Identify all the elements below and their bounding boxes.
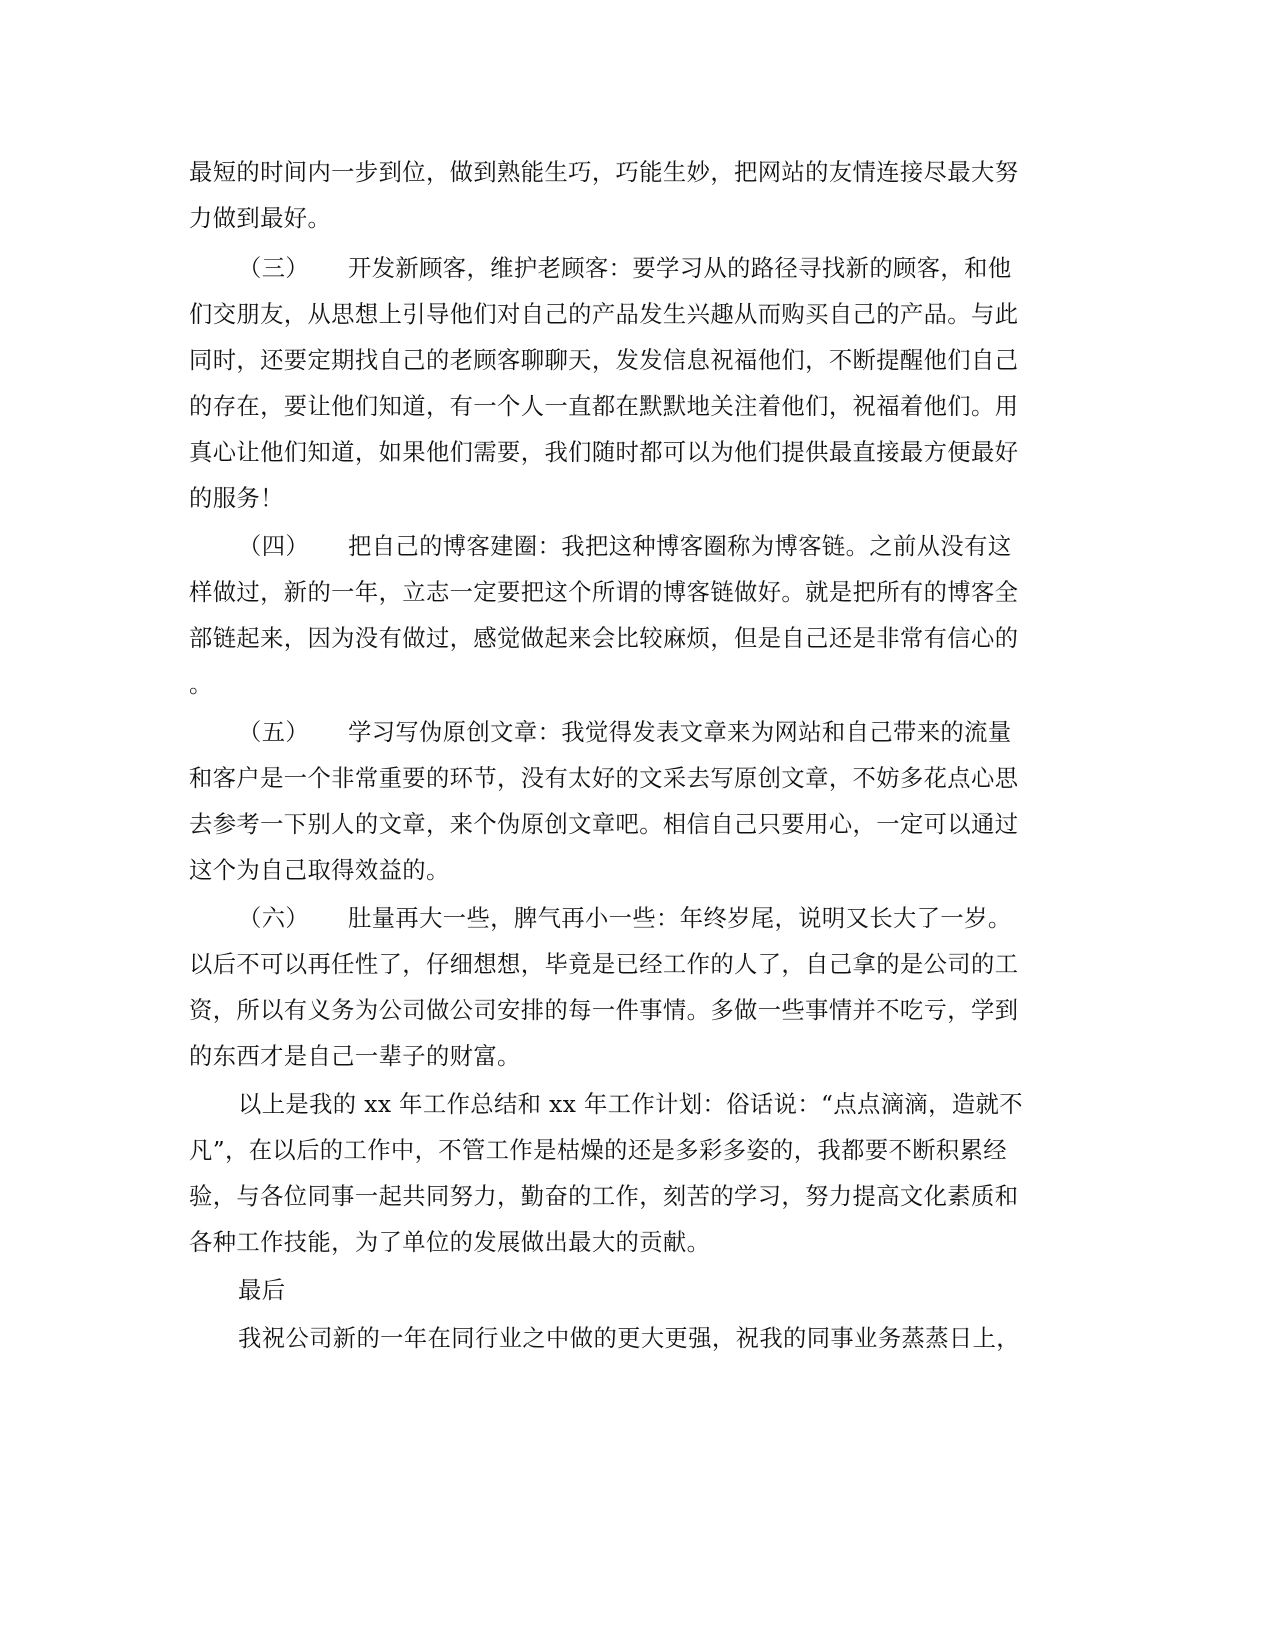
text-line: 资，所以有义务为公司做公司安排的每一件事情。多做一些事情并不吃亏，学到 bbox=[189, 997, 1019, 1024]
text-line: 力做到最好。 bbox=[189, 205, 332, 232]
section-text: 把自己的博客建圈：我把这种博客圈称为博客链。之前从没有这 bbox=[348, 533, 1012, 560]
text-line: 凡”，在以后的工作中，不管工作是枯燥的还是多彩多姿的，我都要不断积累经 bbox=[189, 1137, 1008, 1164]
text-line: 们交朋友，从思想上引导他们对自己的产品发生兴趣从而购买自己的产品。与此 bbox=[189, 301, 1019, 328]
text-line: 最后 bbox=[238, 1277, 286, 1304]
section-text: 肚量再大一些，脾气再小一些：年终岁尾，说明又长大了一岁。 bbox=[348, 905, 1012, 932]
text-line: 的东西才是自己一辈子的财富。 bbox=[189, 1043, 521, 1070]
text-line: 各种工作技能，为了单位的发展做出最大的贡献。 bbox=[189, 1229, 711, 1256]
section-heading-3: （三） 开发新顾客，维护老顾客：要学习从的路径寻找新的顾客，和他 bbox=[238, 255, 1012, 282]
text-line: 的服务！ bbox=[189, 485, 284, 512]
section-heading-5: （五） 学习写伪原创文章：我觉得发表文章来为网站和自己带来的流量 bbox=[238, 719, 1012, 746]
section-text: 开发新顾客，维护老顾客：要学习从的路径寻找新的顾客，和他 bbox=[348, 255, 1012, 282]
text-line: 真心让他们知道，如果他们需要，我们随时都可以为他们提供最直接最方便最好 bbox=[189, 439, 1019, 466]
text-line: 这个为自己取得效益的。 bbox=[189, 857, 450, 884]
text-line: 部链起来，因为没有做过，感觉做起来会比较麻烦，但是自己还是非常有信心的 bbox=[189, 625, 1019, 652]
text-line: 我祝公司新的一年在同行业之中做的更大更强，祝我的同事业务蒸蒸日上， bbox=[238, 1325, 1020, 1352]
text-line: 去参考一下别人的文章，来个伪原创文章吧。相信自己只要用心，一定可以通过 bbox=[189, 811, 1019, 838]
text-line: 样做过，新的一年，立志一定要把这个所谓的博客链做好。就是把所有的博客全 bbox=[189, 579, 1019, 606]
text-line: 以后不可以再任性了，仔细想想，毕竟是已经工作的人了，自己拿的是公司的工 bbox=[189, 951, 1019, 978]
text-line: 最短的时间内一步到位，做到熟能生巧，巧能生妙，把网站的友情连接尽最大努 bbox=[189, 159, 1019, 186]
section-text: 学习写伪原创文章：我觉得发表文章来为网站和自己带来的流量 bbox=[348, 719, 1012, 746]
text-line: 同时，还要定期找自己的老顾客聊聊天，发发信息祝福他们，不断提醒他们自己 bbox=[189, 347, 1019, 374]
text-line: 的存在，要让他们知道，有一个人一直都在默默地关注着他们，祝福着他们。用 bbox=[189, 393, 1019, 420]
section-heading-6: （六） 肚量再大一些，脾气再小一些：年终岁尾，说明又长大了一岁。 bbox=[238, 905, 1012, 932]
text-line: 以上是我的 xx 年工作总结和 xx 年工作计划：俗话说：“点点滴滴，造就不 bbox=[238, 1091, 1023, 1118]
text-line: 和客户是一个非常重要的环节，没有太好的文采去写原创文章，不妨多花点心思 bbox=[189, 765, 1019, 792]
text-line: 验，与各位同事一起共同努力，勤奋的工作，刻苦的学习，努力提高文化素质和 bbox=[189, 1183, 1019, 1210]
text-line: 。 bbox=[189, 671, 213, 698]
section-heading-4: （四） 把自己的博客建圈：我把这种博客圈称为博客链。之前从没有这 bbox=[238, 533, 1012, 560]
